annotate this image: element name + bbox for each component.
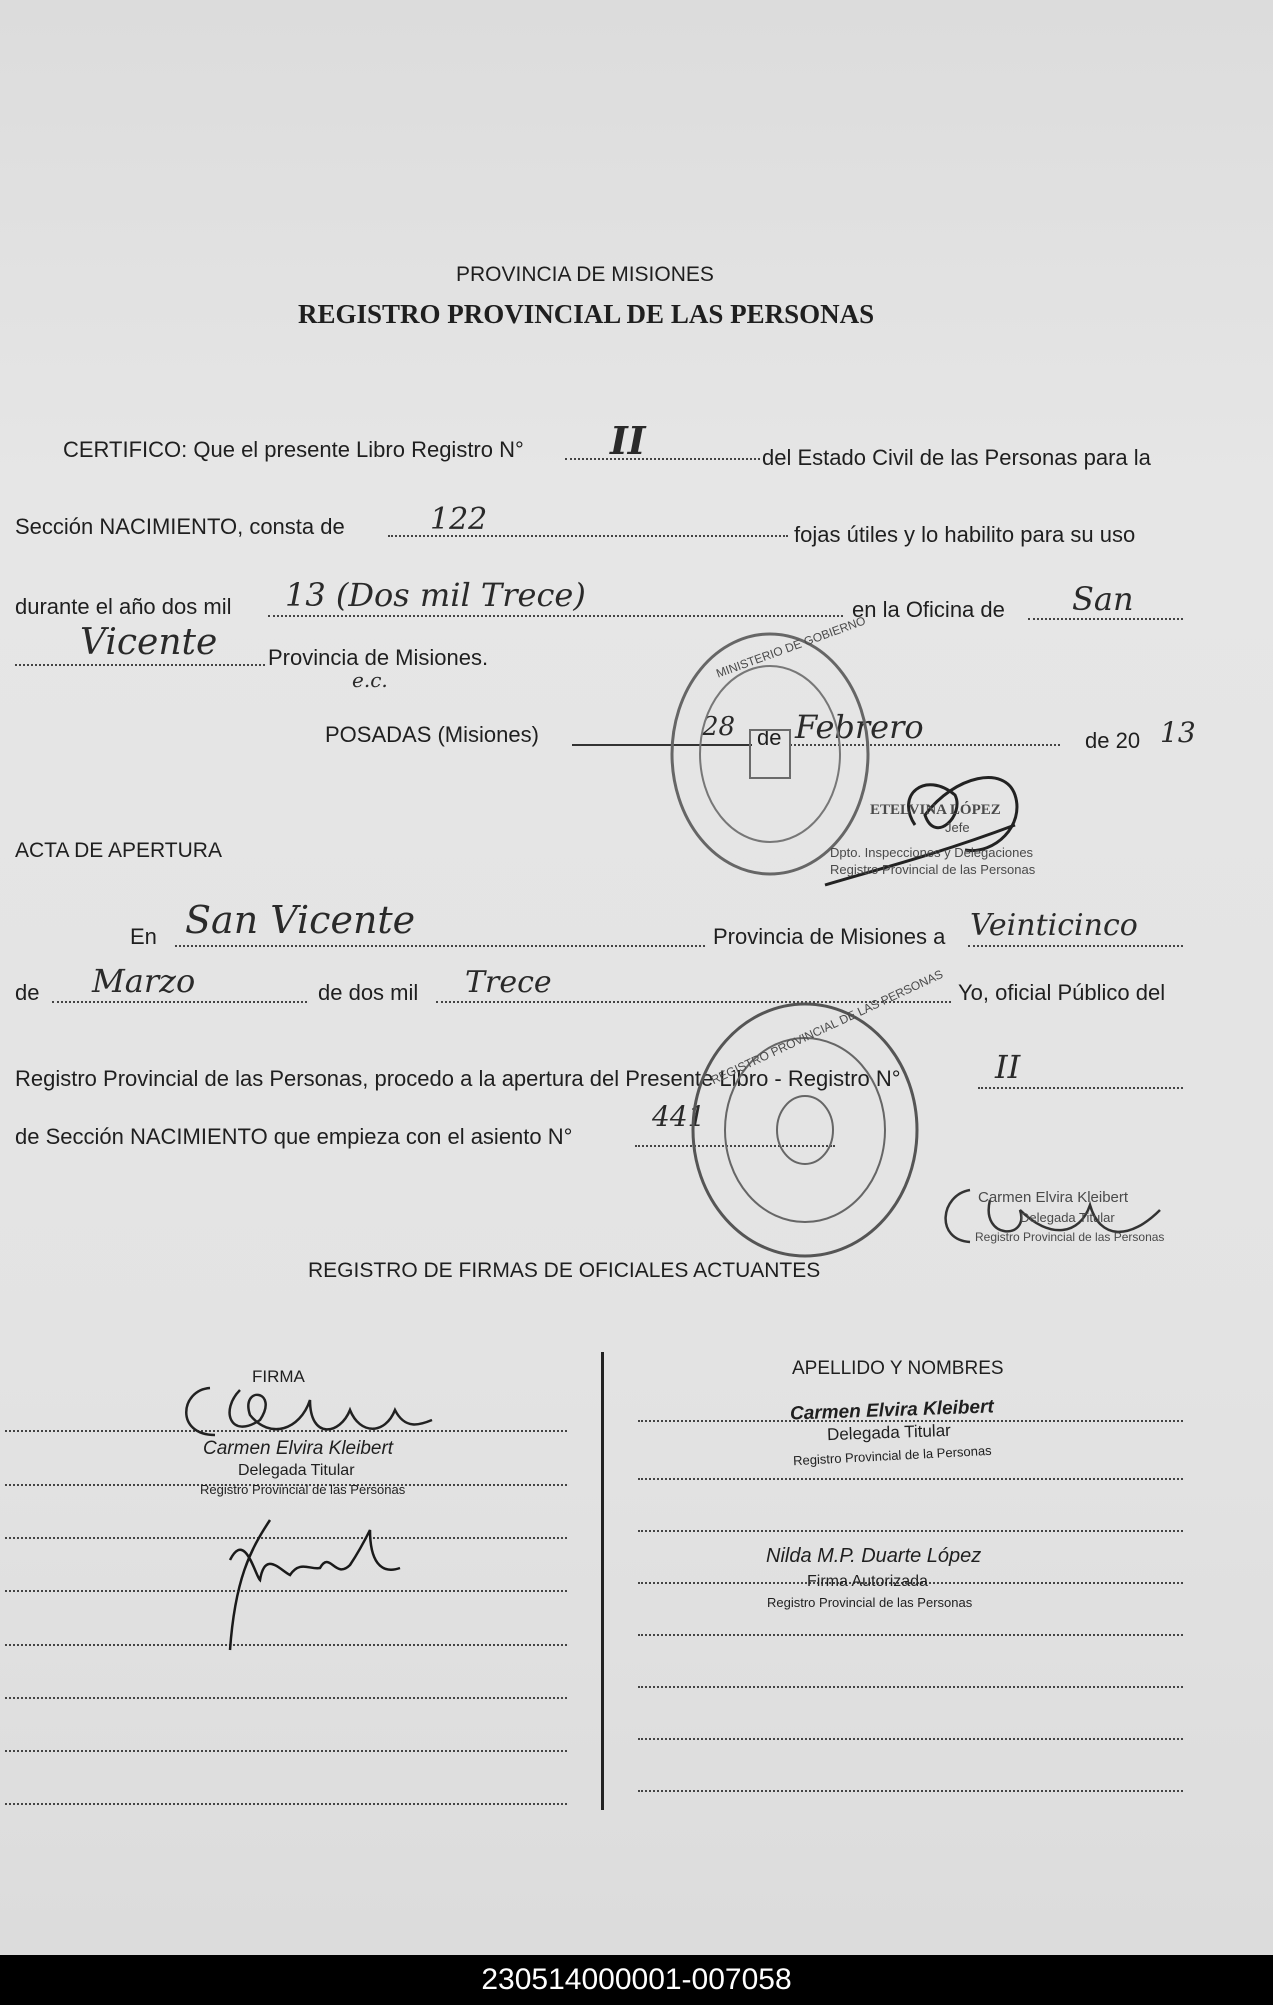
firma-column-header: FIRMA: [252, 1367, 305, 1386]
firma-line: [5, 1750, 567, 1752]
nombre-line: [638, 1790, 1183, 1792]
year-field: [268, 615, 843, 617]
book-number-value: II: [610, 418, 646, 463]
certificate-line2-start: Sección NACIMIENTO, consta de: [15, 514, 345, 539]
apertura-day-value: Veinticinco: [970, 908, 1138, 943]
nombres-column-header: APELLIDO Y NOMBRES: [792, 1358, 1004, 1379]
apertura-en-label: En: [130, 924, 157, 949]
book-number-field: [565, 458, 760, 460]
right-stamp-name: Carmen Elvira Kleibert: [978, 1189, 1129, 1206]
month-value: Febrero: [795, 708, 924, 746]
apertura-place-value: San Vicente: [185, 898, 416, 942]
left-sig1-org: Registro Provincial de las Personas: [200, 1482, 406, 1497]
certificate-line4-end: Provincia de Misiones.: [268, 645, 489, 670]
certificate-line2-end: fojas útiles y lo habilito para su uso: [794, 522, 1136, 547]
office-value-a: San: [1072, 580, 1134, 618]
right-name2-role: Firma Autorizada: [807, 1573, 928, 1590]
apertura-month-value: Marzo: [92, 962, 196, 1000]
duarte-signature: [210, 1510, 410, 1650]
office-value-b: Vicente: [80, 622, 218, 663]
apertura-line3-text: Registro Provincial de las Personas, procedo a la apertura del Presente Libro - Registro N°: [15, 1066, 901, 1091]
office-field-b: [15, 664, 265, 666]
upper-seal-text: MINISTERIO DE GOBIERNO: [714, 613, 868, 681]
column-divider: [601, 1352, 604, 1810]
nombre-line: [638, 1686, 1183, 1688]
apertura-province-text: Provincia de Misiones a: [713, 924, 946, 949]
left-sig1-role: Delegada Titular: [238, 1462, 355, 1479]
upper-stamp-line2: Registro Provincial de las Personas: [830, 862, 1036, 877]
right-name2-org: Registro Provincial de las Personas: [767, 1595, 973, 1610]
pages-value: 122: [430, 502, 488, 537]
apertura-day-field: [968, 945, 1183, 947]
apertura-book-value: II: [995, 1048, 1021, 1086]
firmas-title: REGISTRO DE FIRMAS DE OFICIALES ACTUANTES: [308, 1259, 821, 1282]
day-value: 28: [702, 712, 736, 742]
year-prefix: de 20: [1085, 728, 1141, 753]
right-name1: Carmen Elvira Kleibert: [789, 1396, 995, 1425]
asiento-value: 441: [652, 1100, 706, 1133]
lower-seal-text: REGISTRO PROVINCIAL DE LAS PERSONAS: [708, 966, 946, 1088]
right-stamp-org: Registro Provincial de las Personas: [975, 1230, 1165, 1244]
nombre-line: [638, 1738, 1183, 1740]
apertura-year-value: Trece: [465, 965, 552, 1000]
right-name1-org: Registro Provincial de la Personas: [792, 1442, 992, 1469]
certificate-line3-start: durante el año dos mil: [15, 594, 232, 619]
apertura-title: ACTA DE APERTURA: [15, 839, 222, 862]
right-name1-role: Delegada Titular: [826, 1420, 952, 1445]
apertura-yo-text: Yo, oficial Público del: [958, 980, 1166, 1005]
nombre-line: [638, 1478, 1183, 1480]
nombre-line: [638, 1530, 1183, 1532]
upper-stamp-name: ETELVINA LÓPEZ: [870, 802, 1001, 818]
left-sig1-name: Carmen Elvira Kleibert: [203, 1438, 394, 1459]
apertura-place-field: [175, 945, 705, 947]
de-label: de: [757, 725, 782, 750]
office-field-a: [1028, 618, 1183, 620]
apertura-dos-mil: de dos mil: [318, 980, 419, 1005]
certificate-line3-mid: en la Oficina de: [852, 597, 1005, 622]
right-name2: Nilda M.P. Duarte López: [766, 1545, 982, 1567]
firma-line: [5, 1803, 567, 1805]
ec-note: e.c.: [352, 668, 388, 692]
apertura-month-field: [52, 1001, 307, 1003]
document-id: 230514000001-007058: [481, 1963, 792, 1996]
place-label: POSADAS (Misiones): [325, 722, 539, 747]
firma-line: [5, 1697, 567, 1699]
year-written-value: 13 (Dos mil Trece): [285, 576, 586, 614]
upper-stamp-line1: Dpto. Inspecciones y Delegaciones: [830, 845, 1034, 860]
document-id-bar: [0, 1955, 1273, 2005]
certificate-line1-start: CERTIFICO: Que el presente Libro Registro N°: [63, 437, 524, 462]
apertura-book-field: [978, 1087, 1183, 1089]
right-stamp-role: Delegada Titular: [1020, 1210, 1115, 1225]
apertura-de-label: de: [15, 980, 40, 1005]
upper-stamp-role: Jefe: [945, 820, 970, 835]
certificate-line1-end: del Estado Civil de las Personas para la: [762, 445, 1151, 470]
nombre-line: [638, 1634, 1183, 1636]
apertura-line4-text: de Sección NACIMIENTO que empieza con el asiento N°: [15, 1124, 573, 1149]
registry-heading: REGISTRO PROVINCIAL DE LAS PERSONAS: [298, 299, 875, 329]
province-heading: PROVINCIA DE MISIONES: [456, 263, 714, 286]
year-suffix: 13: [1160, 716, 1196, 749]
